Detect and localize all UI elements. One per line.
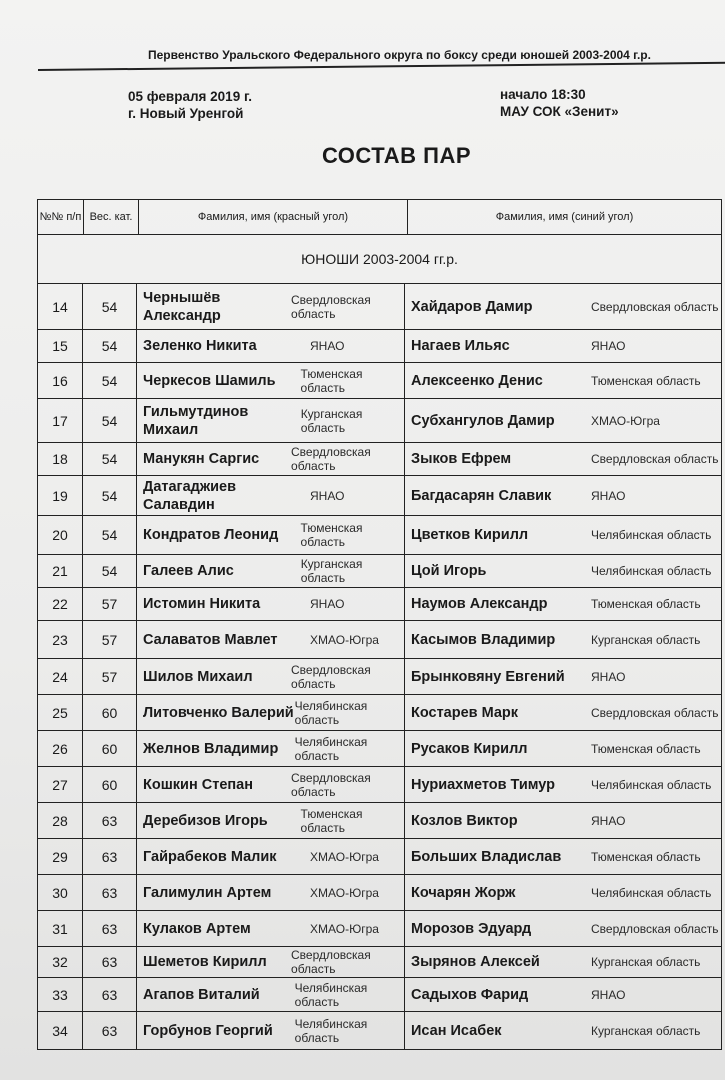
- red-boxer-region: ХМАО-Югра: [310, 632, 379, 647]
- blue-boxer-name: Больших Владислав: [411, 848, 562, 865]
- blue-boxer-region: Тюменская область: [591, 597, 701, 611]
- header-rule: [38, 62, 725, 71]
- table-row: [37, 978, 722, 1012]
- red-boxer-region: Свердловская область: [291, 445, 371, 473]
- table-row: [37, 588, 722, 621]
- blue-corner-cell: [405, 443, 721, 475]
- row-weight: 63: [83, 875, 137, 910]
- blue-corner-cell: [405, 911, 721, 946]
- col-blue-corner-header: Фамилия, имя (синий угол): [495, 210, 634, 223]
- red-boxer-region: ЯНАО: [310, 339, 345, 353]
- blue-boxer-region: ЯНАО: [591, 987, 626, 1002]
- blue-corner-cell: [405, 476, 721, 515]
- red-corner-cell: [137, 621, 405, 658]
- red-corner-cell: [137, 1012, 405, 1049]
- table-row: [37, 1012, 722, 1050]
- red-boxer-name: Агапов Виталий: [143, 986, 260, 1003]
- blue-corner-cell: [405, 399, 721, 442]
- blue-corner-cell: [405, 555, 721, 587]
- blue-boxer-name: Нагаев Ильяс: [411, 338, 510, 354]
- red-boxer-region: ХМАО-Югра: [310, 849, 379, 864]
- row-weight: 54: [83, 555, 137, 587]
- red-boxer-name: Шеметов Кирилл: [143, 954, 267, 970]
- row-weight: 63: [83, 947, 137, 977]
- red-boxer-name: Кондратов Леонид: [143, 527, 279, 543]
- red-boxer-region: ЯНАО: [310, 597, 345, 611]
- red-boxer-name: Галеев Алис: [143, 563, 234, 579]
- blue-corner-cell: [405, 516, 721, 554]
- red-boxer-region: Челябинская область: [294, 734, 368, 763]
- table-row: [37, 363, 722, 399]
- red-boxer-name: Желнов Владимир: [143, 740, 279, 757]
- col-number-header: №№ п/п: [38, 200, 84, 234]
- table-row: [37, 555, 722, 588]
- red-corner-cell: [137, 330, 405, 362]
- event-city: г. Новый Уренгой: [128, 106, 244, 121]
- red-boxer-name: Кулаков Артем: [143, 920, 251, 937]
- red-boxer-name: Чернышёв Александр: [143, 289, 221, 324]
- row-weight: 54: [83, 284, 137, 329]
- red-boxer-region: Курганская область: [300, 557, 363, 585]
- table-body: [37, 284, 722, 1050]
- red-corner-cell: [137, 363, 405, 398]
- red-boxer-name: Датагаджиев Салавдин: [143, 478, 237, 513]
- blue-boxer-region: Челябинская область: [591, 777, 712, 792]
- blue-boxer-region: Курганская область: [591, 1023, 701, 1038]
- red-boxer-name: Горбунов Георгий: [143, 1022, 273, 1039]
- row-weight: 60: [83, 731, 137, 766]
- red-boxer-name: Черкесов Шамиль: [143, 372, 276, 389]
- blue-corner-cell: [405, 363, 721, 398]
- blue-corner-cell: [405, 875, 721, 910]
- row-weight: 54: [83, 516, 137, 554]
- row-weight: 63: [83, 839, 137, 874]
- blue-boxer-name: Брынковяну Евгений: [411, 668, 565, 685]
- row-number: 34: [38, 1012, 83, 1049]
- event-date-block: [128, 88, 252, 122]
- row-number: 31: [38, 911, 83, 946]
- row-number: 16: [38, 363, 83, 398]
- blue-boxer-name: Козлов Виктор: [411, 812, 518, 829]
- red-boxer-region: Тюменская область: [300, 521, 363, 549]
- red-corner-cell: [137, 555, 405, 587]
- row-weight: 54: [83, 399, 137, 442]
- blue-boxer-region: Челябинская область: [591, 528, 712, 542]
- row-number: 15: [38, 330, 83, 362]
- red-corner-cell: [137, 659, 405, 694]
- blue-corner-cell: [405, 803, 721, 838]
- red-corner-cell: [137, 978, 405, 1011]
- blue-corner-cell: [405, 947, 721, 977]
- table-row: [37, 284, 722, 330]
- col-weight-header: Вес. кат.: [84, 200, 139, 234]
- blue-boxer-region: Тюменская область: [591, 849, 701, 864]
- row-number: 27: [38, 767, 83, 802]
- red-corner-cell: [137, 516, 405, 554]
- row-weight: 54: [83, 363, 137, 398]
- red-boxer-region: Челябинская область: [294, 1016, 368, 1045]
- row-weight: 54: [83, 330, 137, 362]
- red-corner-cell: [137, 803, 405, 838]
- red-boxer-region: Свердловская область: [291, 770, 371, 799]
- red-boxer-region: Челябинская область: [294, 698, 368, 727]
- blue-boxer-region: ЯНАО: [591, 488, 626, 503]
- red-boxer-name: Литовченко Валерий: [143, 704, 294, 721]
- row-number: 21: [38, 555, 83, 587]
- col-red-corner-header: Фамилия, имя (красный угол): [139, 200, 408, 234]
- blue-corner-cell: [405, 330, 721, 362]
- event-date: 05 февраля 2019 г.: [128, 89, 252, 104]
- blue-boxer-name: Кочарян Жорж: [411, 884, 516, 901]
- blue-boxer-name: Садыхов Фарид: [411, 986, 529, 1003]
- red-boxer-name: Истомин Никита: [143, 596, 261, 612]
- red-corner-cell: [137, 284, 405, 329]
- table-row: [37, 659, 722, 695]
- blue-boxer-name: Русаков Кирилл: [411, 740, 528, 757]
- blue-boxer-name: Костарев Марк: [411, 704, 519, 721]
- blue-corner-cell: [405, 731, 721, 766]
- red-boxer-region: Челябинская область: [294, 980, 368, 1009]
- start-time: начало 18:30: [500, 87, 586, 102]
- group-label: ЮНОШИ 2003-2004 гг.р.: [37, 235, 722, 284]
- competition-title: Первенство Уральского Федерального округа по боксу среди юношей 2003-2004 г.р.: [148, 48, 651, 62]
- row-weight: 54: [83, 443, 137, 475]
- blue-corner-cell: [405, 978, 721, 1011]
- red-boxer-name: Галимулин Артем: [143, 884, 272, 901]
- blue-boxer-region: Свердловская область: [591, 299, 719, 314]
- table-row: [37, 516, 722, 555]
- red-boxer-region: Курганская область: [300, 406, 363, 435]
- row-number: 22: [38, 588, 83, 620]
- row-number: 20: [38, 516, 83, 554]
- blue-corner-cell: [405, 695, 721, 730]
- row-number: 28: [38, 803, 83, 838]
- blue-boxer-region: Свердловская область: [591, 705, 719, 720]
- blue-boxer-name: Зыков Ефрем: [411, 451, 512, 467]
- blue-boxer-name: Алексеенко Денис: [411, 372, 543, 389]
- red-corner-cell: [137, 947, 405, 977]
- row-number: 29: [38, 839, 83, 874]
- blue-boxer-name: Морозов Эдуард: [411, 920, 532, 937]
- red-boxer-name: Шилов Михаил: [143, 668, 253, 685]
- table-row: [37, 330, 722, 363]
- table-row: [37, 803, 722, 839]
- blue-corner-cell: [405, 839, 721, 874]
- blue-boxer-name: Наумов Александр: [411, 596, 548, 612]
- blue-boxer-region: Курганская область: [591, 632, 701, 647]
- red-boxer-region: ЯНАО: [310, 488, 345, 503]
- blue-boxer-region: Челябинская область: [591, 885, 712, 900]
- event-venue-block: [500, 86, 619, 120]
- red-boxer-name: Гильмутдинов Михаил: [143, 403, 249, 438]
- row-number: 25: [38, 695, 83, 730]
- red-boxer-region: Свердловская область: [291, 662, 371, 691]
- blue-boxer-region: Свердловская область: [591, 921, 719, 936]
- table-row: [37, 911, 722, 947]
- row-weight: 63: [83, 803, 137, 838]
- red-boxer-name: Кошкин Степан: [143, 776, 253, 793]
- red-corner-cell: [137, 875, 405, 910]
- blue-boxer-region: ХМАО-Югра: [591, 413, 660, 428]
- red-corner-cell: [137, 443, 405, 475]
- blue-boxer-name: Цой Игорь: [411, 563, 487, 579]
- blue-boxer-name: Багдасарян Славик: [411, 487, 552, 504]
- venue: МАУ СОК «Зенит»: [500, 104, 619, 119]
- red-boxer-name: Зеленко Никита: [143, 338, 257, 354]
- row-number: 24: [38, 659, 83, 694]
- row-weight: 57: [83, 659, 137, 694]
- blue-boxer-name: Касымов Владимир: [411, 631, 556, 648]
- table-header: [37, 199, 722, 235]
- blue-corner-cell: [405, 284, 721, 329]
- red-boxer-name: Гайрабеков Малик: [143, 848, 277, 865]
- blue-corner-cell: [405, 588, 721, 620]
- blue-boxer-region: ЯНАО: [591, 669, 626, 684]
- blue-boxer-region: Челябинская область: [591, 564, 712, 578]
- table-row: [37, 476, 722, 516]
- table-row: [37, 731, 722, 767]
- blue-boxer-region: ЯНАО: [591, 339, 626, 353]
- red-corner-cell: [137, 588, 405, 620]
- table-row: [37, 695, 722, 731]
- red-boxer-name: Салаватов Мавлет: [143, 631, 278, 648]
- red-boxer-name: Манукян Саргис: [143, 451, 260, 467]
- red-boxer-region: Тюменская область: [300, 806, 363, 835]
- blue-boxer-name: Нуриахметов Тимур: [411, 776, 556, 793]
- red-corner-cell: [137, 695, 405, 730]
- red-boxer-region: ХМАО-Югра: [310, 921, 379, 936]
- row-weight: 60: [83, 695, 137, 730]
- blue-boxer-name: Зырянов Алексей: [411, 954, 540, 970]
- red-corner-cell: [137, 476, 405, 515]
- table-row: [37, 947, 722, 978]
- row-number: 33: [38, 978, 83, 1011]
- blue-corner-cell: [405, 1012, 721, 1049]
- blue-corner-cell: [405, 659, 721, 694]
- blue-boxer-region: Курганская область: [591, 955, 701, 969]
- blue-boxer-name: Субхангулов Дамир: [411, 412, 555, 429]
- row-number: 32: [38, 947, 83, 977]
- page-heading: СОСТАВ ПАР: [321, 143, 472, 168]
- table-row: [37, 767, 722, 803]
- row-number: 23: [38, 621, 83, 658]
- blue-boxer-name: Хайдаров Дамир: [411, 298, 533, 315]
- red-boxer-region: Тюменская область: [300, 366, 363, 395]
- pairs-table: [37, 199, 722, 1050]
- table-row: [37, 875, 722, 911]
- red-corner-cell: [137, 399, 405, 442]
- blue-boxer-region: Тюменская область: [591, 741, 701, 756]
- row-weight: 60: [83, 767, 137, 802]
- blue-boxer-region: Тюменская область: [591, 373, 701, 388]
- blue-corner-cell: [405, 621, 721, 658]
- row-number: 17: [38, 399, 83, 442]
- red-boxer-name: Деребизов Игорь: [143, 812, 268, 829]
- table-row: [37, 621, 722, 659]
- red-corner-cell: [137, 839, 405, 874]
- row-weight: 63: [83, 978, 137, 1011]
- table-row: [37, 399, 722, 443]
- row-weight: 63: [83, 1012, 137, 1049]
- blue-boxer-name: Цветков Кирилл: [411, 527, 529, 543]
- table-row: [37, 443, 722, 476]
- blue-boxer-region: Свердловская область: [591, 452, 719, 466]
- row-number: 19: [38, 476, 83, 515]
- row-weight: 63: [83, 911, 137, 946]
- red-corner-cell: [137, 911, 405, 946]
- red-corner-cell: [137, 767, 405, 802]
- red-boxer-region: Свердловская область: [291, 292, 371, 321]
- blue-boxer-region: ЯНАО: [591, 813, 626, 828]
- row-number: 30: [38, 875, 83, 910]
- row-number: 14: [38, 284, 83, 329]
- red-boxer-region: ХМАО-Югра: [310, 885, 379, 900]
- red-boxer-region: Свердловская область: [291, 948, 371, 976]
- red-corner-cell: [137, 731, 405, 766]
- row-weight: 57: [83, 621, 137, 658]
- row-weight: 54: [83, 476, 137, 515]
- blue-corner-cell: [405, 767, 721, 802]
- table-row: [37, 839, 722, 875]
- row-number: 26: [38, 731, 83, 766]
- blue-boxer-name: Исан Исабек: [411, 1022, 502, 1039]
- row-number: 18: [38, 443, 83, 475]
- row-weight: 57: [83, 588, 137, 620]
